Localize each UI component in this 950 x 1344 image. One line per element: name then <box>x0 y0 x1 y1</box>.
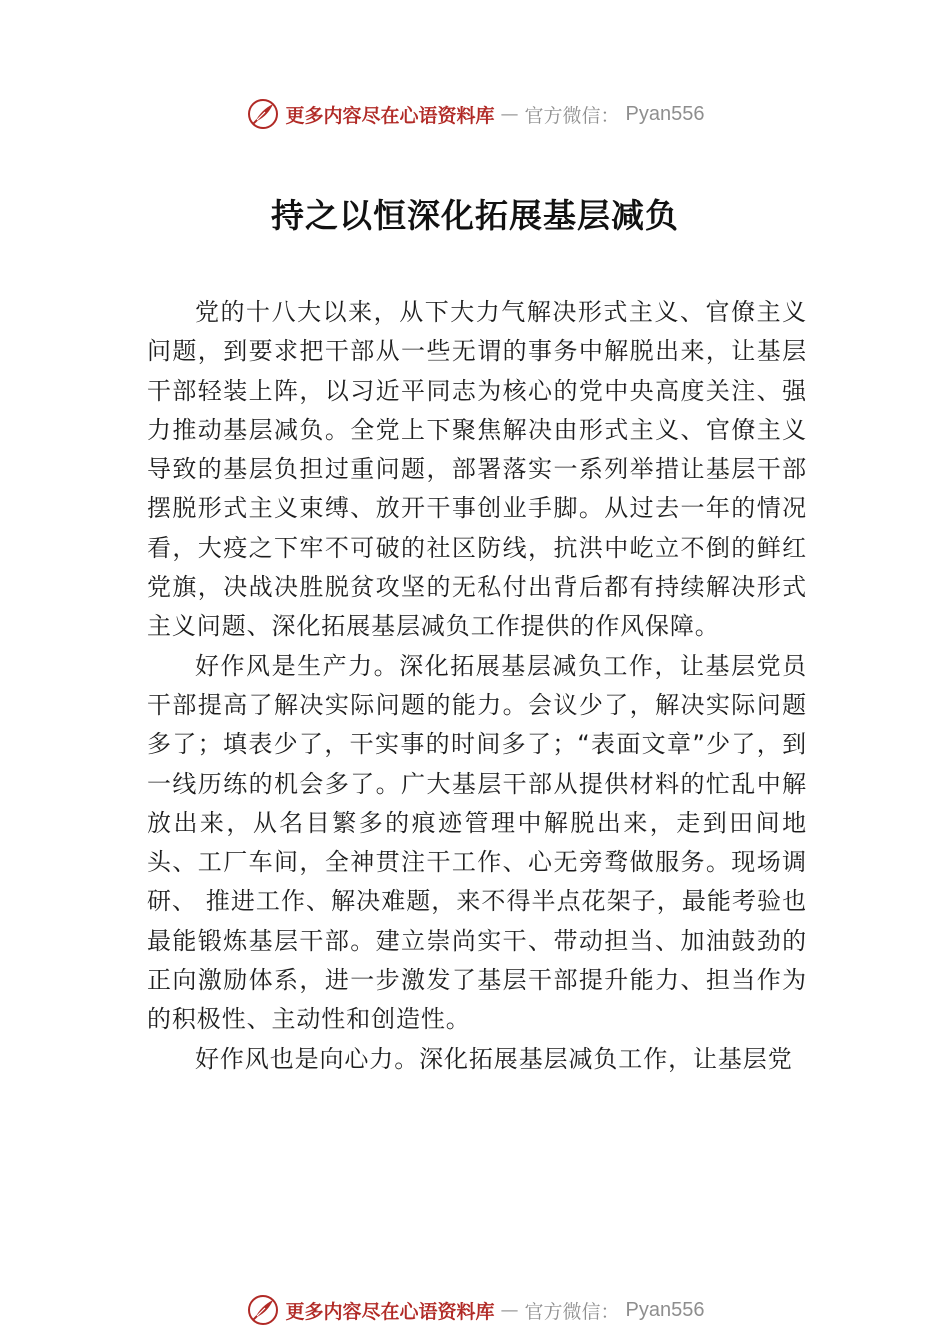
document-body <box>147 293 807 1079</box>
paragraph-1: 党的十八大以来，从下大力气解决形式主义、官僚主义问题，到要求把干部从一些无谓的事务中解脱出来，让基层干部轻装上阵，以习近平同志为核心的党中央高度关注、强力推动基层减负。全党上下聚焦解决由形式主义、官僚主义导致的基层负担过重问题，部署落实一系列举措让基层干部摆脱形式主义束缚、放开干事创业手脚。从过去一年的情况看，大疫之下牢不可破的社区防线，抗洪中屹立不倒的鲜红党旗，决战决胜脱贫攻坚的无私付出背后都有持续解决形式主义问题、深化拓展基层减负工作提供的作风保障。 <box>147 298 807 641</box>
paragraph-3: 好作风也是向心力。深化拓展基层减负工作，让基层党 <box>195 1044 793 1073</box>
watermark-header <box>0 94 950 134</box>
watermark-wechat-id: Pyan556 <box>625 102 705 125</box>
document-title: 持之以恒深化拓展基层减负 <box>271 196 679 235</box>
feather-pen-logo-icon <box>246 1293 280 1327</box>
feather-pen-logo-icon <box>246 97 280 131</box>
watermark-wechat-label: 官方微信： <box>524 104 620 127</box>
watermark-footer <box>0 1290 950 1330</box>
watermark-wechat-id: Pyan556 <box>625 1298 705 1321</box>
watermark-dash: — <box>500 103 519 125</box>
watermark-brand: 更多内容尽在心语资料库 <box>285 104 495 127</box>
paragraph-2: 好作风是生产力。深化拓展基层减负工作，让基层党员干部提高了解决实际问题的能力。会议少了，解决实际问题多了；填表少了，干实事的时间多了；“表面文章”少了，到一线历练的机会多了。广大基层干部从提供材料的忙乱中解放出来，从名目繁多的痕迹管理中解脱出来，走到田间地头、工厂车间，全神贯注干工作、心无旁骛做服务。现场调研、 推进工作、解决难题，来不得半点花架子，最能考验也最能锻炼基层干部。建立崇尚实干、带动担当、加油鼓劲的正向激励体系，进一步激发了基层干部提升能力、担当作为的积极性、主动性和创造性。 <box>147 651 807 1034</box>
watermark-dash: — <box>500 1299 519 1321</box>
watermark-brand: 更多内容尽在心语资料库 <box>285 1300 495 1323</box>
watermark-wechat-label: 官方微信： <box>524 1300 620 1323</box>
